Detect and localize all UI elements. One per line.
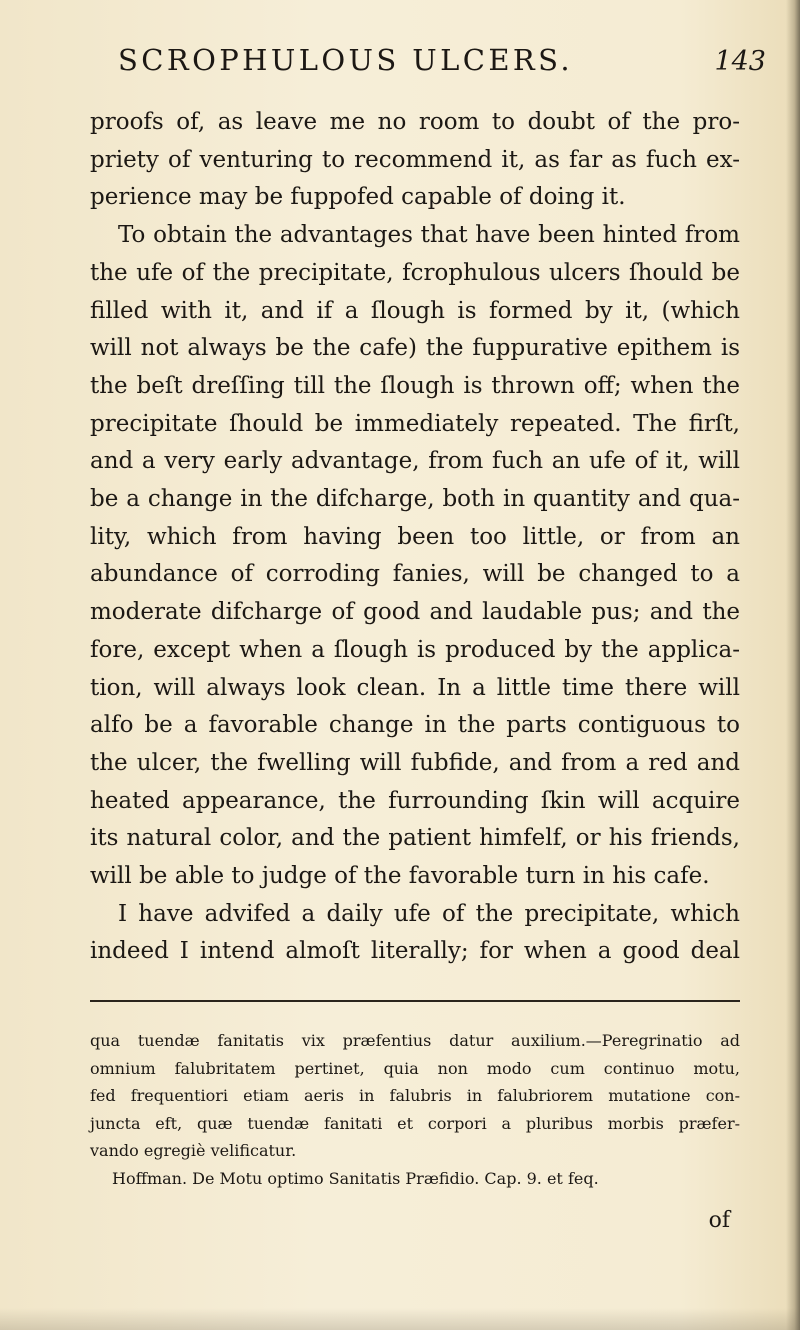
- body-line: precipitate ſhould be immediately repeated. The firſt,: [90, 410, 740, 437]
- body-line: I have advifed a daily ufe of the precipitate, which: [118, 900, 740, 927]
- body-text: [90, 104, 740, 971]
- body-line: To obtain the advantages that have been hinted from: [118, 222, 740, 249]
- body-line: priety of venturing to recommend it, as far as fuch ex-: [90, 146, 740, 173]
- body-line: will not always be the cafe) the fuppurative epithem is: [90, 335, 740, 362]
- page-bottom-shadow: [0, 1308, 800, 1330]
- body-line: alfo be a favorable change in the parts contiguous to: [90, 712, 740, 739]
- footnote: [90, 1027, 740, 1193]
- footnote-rule: [90, 1000, 740, 1002]
- body-line: fore, except when a ſlough is produced by the applica-: [90, 636, 740, 663]
- body-line: and a very early advantage, from fuch an ufe of it, will: [90, 448, 740, 475]
- body-line: moderate difcharge of good and laudable pus; and the: [90, 599, 740, 626]
- body-line: filled with it, and if a ſlough is formed by it, (which: [90, 297, 740, 324]
- catchword: of: [708, 1208, 730, 1233]
- body-line: tion, will always look clean. In a little time there will: [90, 674, 740, 701]
- body-line: lity, which from having been too little, or from an: [90, 523, 740, 550]
- body-line: be a change in the difcharge, both in quantity and qua-: [90, 486, 740, 513]
- footnote-line: qua tuendæ fanitatis vix præfentius datur auxilium.—Peregrinatio ad: [90, 1031, 740, 1050]
- body-line: its natural color, and the patient himfelf, or his friends,: [90, 825, 740, 852]
- running-title: SCROPHULOUS ULCERS.: [118, 43, 574, 77]
- body-line: proofs of, as leave me no room to doubt of the pro-: [90, 109, 740, 135]
- body-line: the ufe of the precipitate, fcrophulous ulcers ſhould be: [90, 259, 740, 286]
- body-line: abundance of corroding fanies, will be changed to a: [90, 561, 740, 588]
- footnote-citation: Hoffman. De Motu optimo Sanitatis Præfidio. Cap. 9. et feq.: [112, 1168, 599, 1188]
- body-line: the beſt dreſſing till the ſlough is thrown off; when the: [90, 372, 740, 399]
- footnote-line: omnium falubritatem pertinet, quia non modo cum continuo motu,: [90, 1058, 740, 1078]
- footnote-line: juncta eft, quæ tuendæ fanitati et corpori a pluribus morbis præfer-: [90, 1113, 740, 1133]
- page-edge-shadow: [786, 0, 800, 1330]
- footnote-line: vando egregiè velificatur.: [90, 1141, 297, 1161]
- body-line: will be able to judge of the favorable turn in his cafe.: [90, 863, 710, 890]
- running-head: [118, 40, 766, 90]
- body-line: the ulcer, the fwelling will fubfide, and from a red and: [90, 749, 740, 776]
- body-line: perience may be fuppofed capable of doing it.: [90, 184, 626, 211]
- body-line: indeed I intend almoſt literally; for when a good deal: [90, 938, 740, 965]
- body-line: heated appearance, the furrounding ſkin will acquire: [90, 787, 740, 814]
- page-number: 143: [714, 46, 766, 77]
- footnote-line: fed frequentiori etiam aeris in falubris in falubriorem mutatione con-: [90, 1086, 740, 1106]
